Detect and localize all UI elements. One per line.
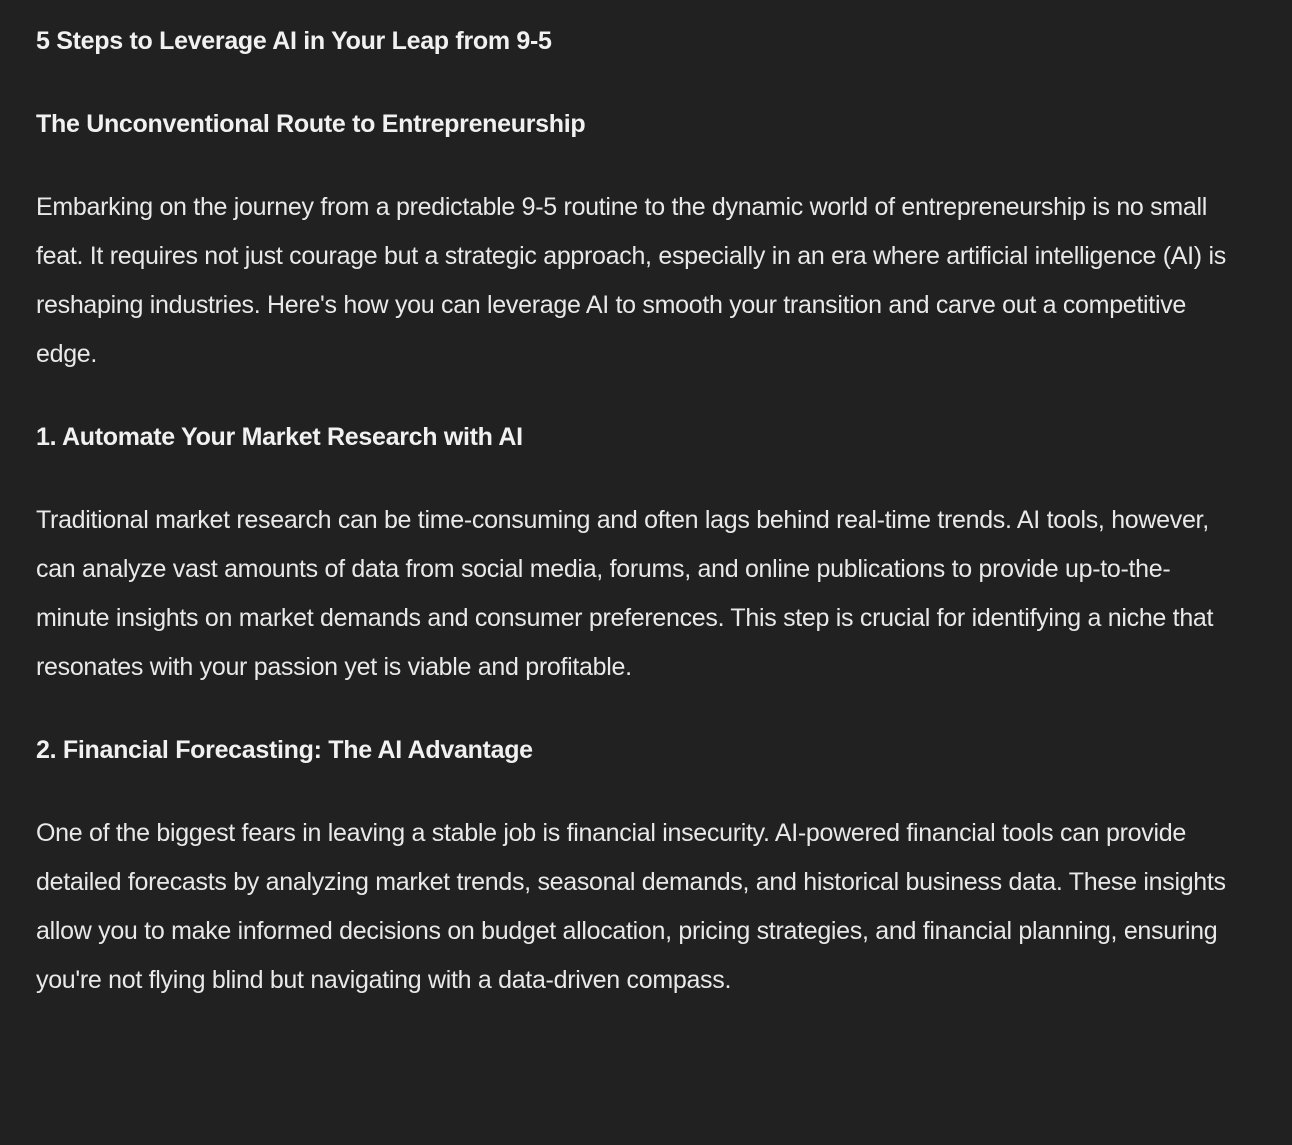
article-subtitle: The Unconventional Route to Entrepreneurship (36, 110, 586, 138)
section-paragraph-financial-forecasting: One of the biggest fears in leaving a stable job is financial insecurity. AI-powered financial tools can provide detailed forecasts by analyzing market trends, seasonal demands, and historical business data. These insights allow you to make informed decisions on budget allocation, pricing strategies, and financial planning, ensuring you're not flying blind but navigating with a data-driven compass. (36, 819, 1226, 994)
intro-paragraph: Embarking on the journey from a predictable 9-5 routine to the dynamic world of entrepreneurship is no small feat. It requires not just courage but a strategic approach, especially in an era where artificial intelligence (AI) is reshaping industries. Here's how you can leverage AI to smooth your transition and carve out a competitive edge. (36, 193, 1226, 368)
section-paragraph-market-research: Traditional market research can be time-consuming and often lags behind real-time trends. AI tools, however, can analyze vast amounts of data from social media, forums, and online publications to provide up-to-the-minute insights on market demands and consumer preferences. This step is crucial for identifying a niche that resonates with your passion yet is viable and profitable. (36, 506, 1214, 681)
section-heading-market-research: 1. Automate Your Market Research with AI (36, 423, 523, 451)
section-heading-financial-forecasting: 2. Financial Forecasting: The AI Advantage (36, 736, 533, 764)
article-title: 5 Steps to Leverage AI in Your Leap from 9-5 (36, 27, 552, 55)
